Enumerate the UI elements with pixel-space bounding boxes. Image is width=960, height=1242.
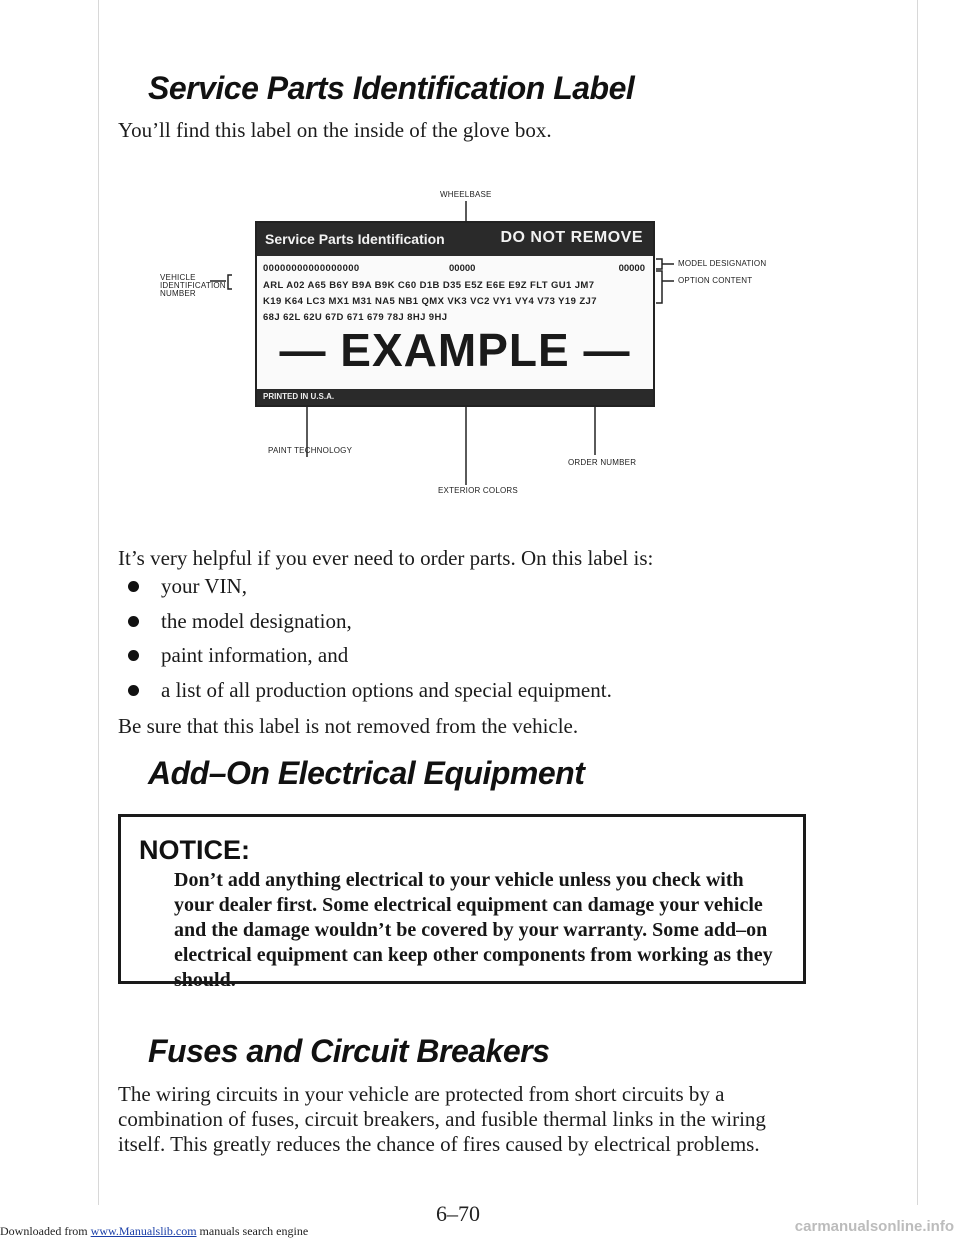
bullet-icon	[128, 650, 139, 661]
intro-text: You’ll find this label on the inside of the glove box.	[118, 118, 552, 142]
label-header-title: Service Parts Identification	[265, 231, 445, 247]
callout-paint-technology: PAINT TECHNOLOGY	[268, 446, 353, 455]
list-item: a list of all production options and special equipment.	[128, 678, 612, 713]
download-note: Downloaded from www.Manualslib.com manuals search engine	[0, 1224, 309, 1238]
notice-text: Don’t add anything electrical to your vehicle unless you check with your dealer first. Some electrical equipment can damage your vehicle and the damage wouldn’t be covered by your warranty. Some add–on electrical equipment can keep other components from working as they should.	[174, 869, 773, 991]
callout-order-number: ORDER NUMBER	[568, 458, 637, 467]
notice-box	[118, 814, 806, 991]
label-wheelbase-code: 00000	[449, 263, 476, 274]
label-vin: 00000000000000000	[263, 263, 360, 274]
section-title-add-on-electrical: Add–On Electrical Equipment	[148, 755, 585, 791]
service-parts-label	[255, 221, 655, 407]
bullet-icon	[128, 685, 139, 696]
closing-text: Be sure that this label is not removed from the vehicle.	[118, 714, 579, 738]
section-title-fuses: Fuses and Circuit Breakers	[148, 1033, 550, 1069]
page-number: 6–70	[436, 1201, 480, 1226]
bullet-icon	[128, 616, 139, 627]
service-label-figure	[150, 185, 810, 505]
callout-option-content: OPTION CONTENT	[678, 276, 753, 285]
label-printed-in: PRINTED IN U.S.A.	[263, 392, 335, 401]
label-option-line-2: K19 K64 LC3 MX1 M31 NA5 NB1 QMX VK3 VC2 VY1 VY4 V73 Y19 ZJ7	[263, 296, 597, 307]
manualslib-link[interactable]: www.Manualslib.com	[90, 1224, 197, 1238]
bullet-icon	[128, 581, 139, 592]
fuses-paragraph: The wiring circuits in your vehicle are protected from short circuits by a combination of fuses, circuit breakers, and fusible thermal links in the wiring itself. This greatly reduces the chance of fires caused by electrical problems.	[118, 1082, 766, 1156]
site-watermark: carmanualsonline.info	[794, 1218, 954, 1235]
notice-title: NOTICE:	[139, 835, 250, 865]
label-example-text: — EXAMPLE —	[279, 324, 631, 376]
label-footer	[257, 389, 653, 405]
list-item: your VIN,	[128, 574, 612, 609]
callout-vehicle-id: VEHICLE IDENTIFICATION NUMBER	[160, 273, 226, 298]
callout-model-designation: MODEL DESIGNATION	[678, 259, 767, 268]
label-option-line-3: 68J 62L 62U 67D 671 679 78J 8HJ 9HJ	[263, 312, 448, 323]
label-model-code: 00000	[618, 263, 645, 274]
label-do-not-remove: DO NOT REMOVE	[500, 229, 643, 246]
info-bullet-list	[128, 574, 612, 712]
list-item: the model designation,	[128, 609, 612, 644]
label-option-line-1: ARL A02 A65 B6Y B9A B9K C60 D1B D35 E5Z E6E E9Z FLT GU1 JM7	[263, 280, 595, 291]
section-title-service-parts: Service Parts Identification Label	[148, 70, 635, 106]
label-header	[257, 223, 653, 256]
callout-wheelbase: WHEELBASE	[440, 190, 492, 199]
list-item: paint information, and	[128, 643, 612, 678]
lead-text: It’s very helpful if you ever need to order parts. On this label is:	[118, 546, 654, 570]
callout-exterior-colors: EXTERIOR COLORS	[438, 486, 518, 495]
